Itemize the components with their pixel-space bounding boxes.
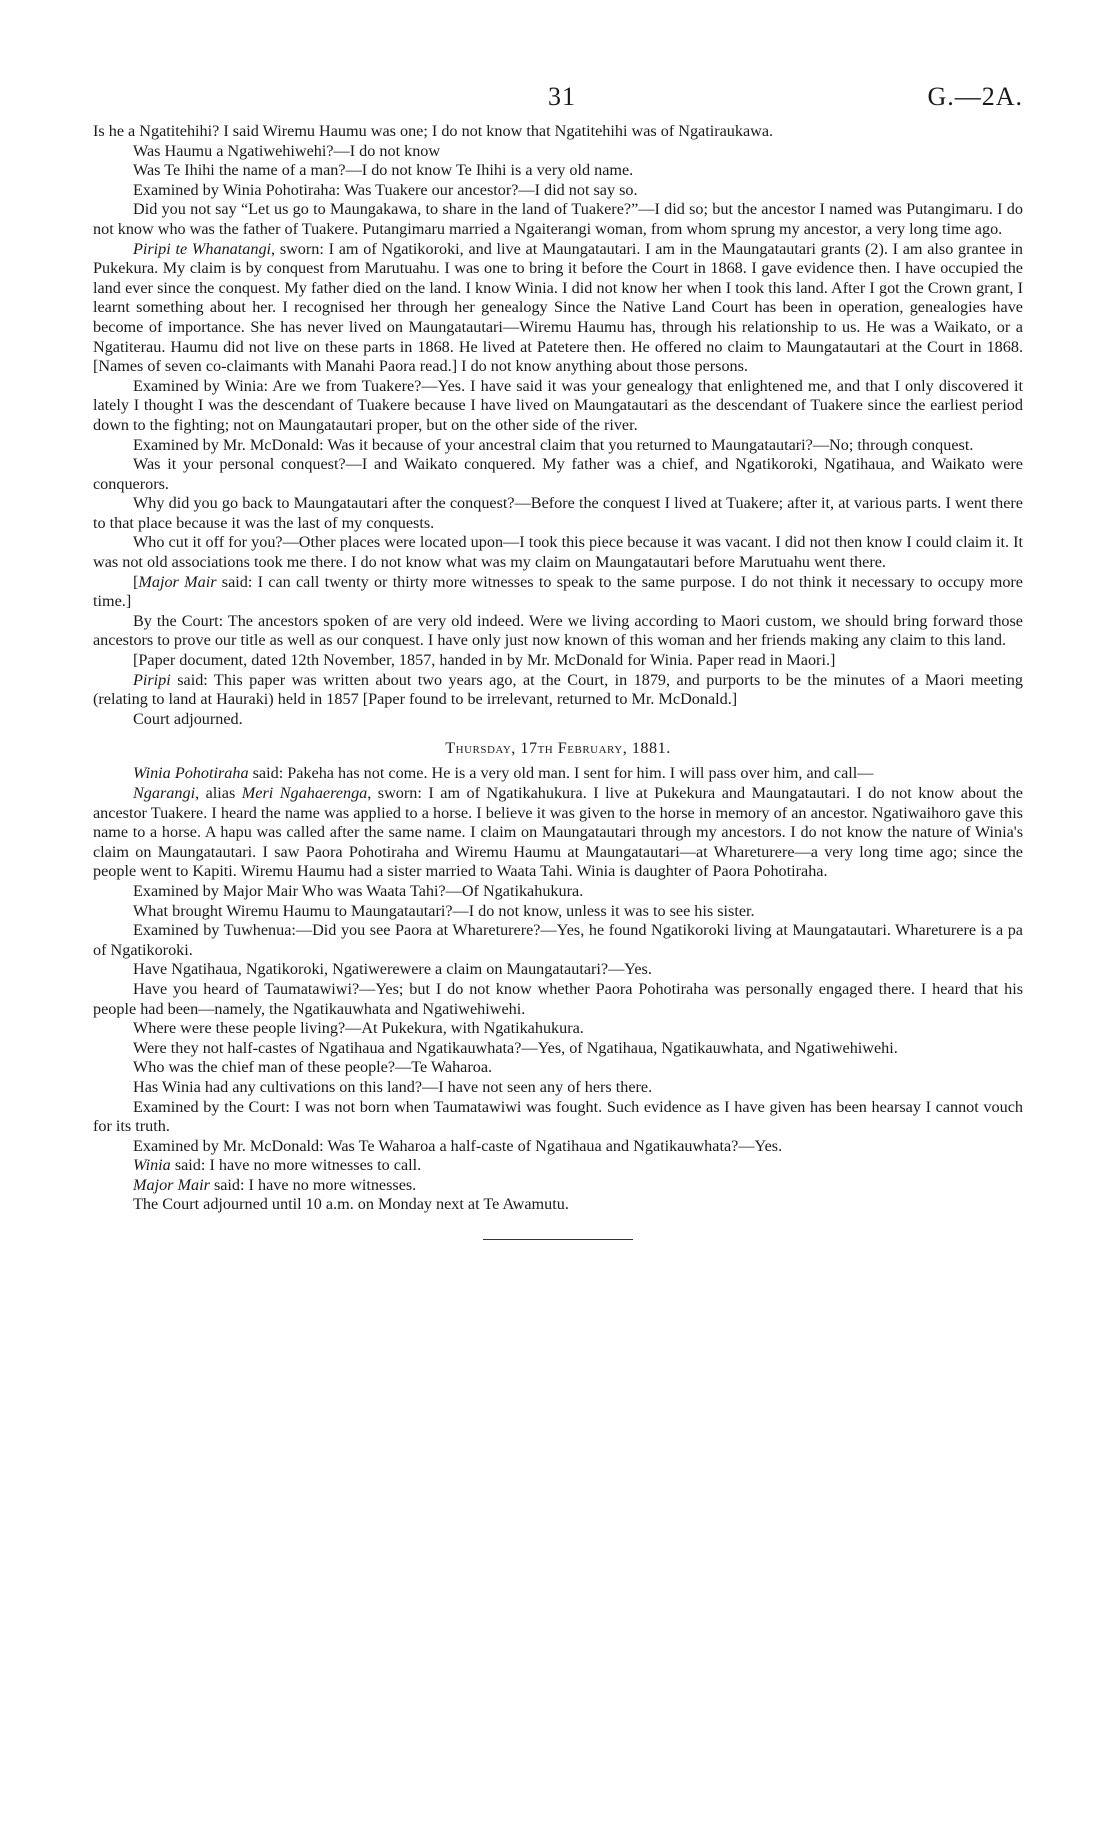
paragraph: [93, 377, 1023, 436]
paragraph: [93, 651, 1023, 671]
paragraph: [93, 142, 1023, 162]
paragraph: [93, 1058, 1023, 1078]
paragraph-text: said: This paper was written about two years ago, at the Court, in 1879, and purports to be the minutes of a Maori meeting (relating to land at Hauraki) held in 1857 [Paper found to be irrelevant, returned to Mr. McDonald.]: [93, 670, 1023, 709]
paragraph-text: Were they not half-castes of Ngatihaua and Ngatikauwhata?—Yes, of Ngatihaua, Ngatikauwhata, and Ngatiwehiwehi.: [133, 1038, 898, 1057]
document-page: [93, 82, 1023, 1240]
paragraph: [93, 533, 1023, 572]
paragraph: [93, 573, 1023, 612]
paragraph: [93, 980, 1023, 1019]
testimony-section-1: [93, 122, 1023, 729]
paragraph-text: Who was the chief man of these people?—Te Waharoa.: [133, 1058, 493, 1077]
paragraph-text: [: [133, 572, 139, 591]
paragraph-text: Did you not say “Let us go to Maungakawa, to share in the land of Tuakere?”—I did so; but the ancestor I named was Putangimaru. I do not know who was the father of Tuakere. Putangimaru married a Ngaiterangi woman, from whom sprung my ancestor, a very long time ago.: [93, 200, 1023, 238]
date-heading: Thursday, 17th February, 1881.: [445, 739, 671, 758]
paragraph-text: [Paper document, dated 12th November, 1857, handed in by Mr. McDonald for Winia. Paper read in Maori.]: [133, 651, 836, 670]
paragraph-text: Was Te Ihihi the name of a man?—I do not know Te Ihihi is a very old name.: [133, 161, 634, 180]
paragraph: [93, 455, 1023, 494]
paragraph-text: Why did you go back to Maungatautari after the conquest?—Before the conquest I lived at Tuakere; after it, at various parts. I went there to that place because it was the last of my conquests.: [93, 494, 1023, 532]
paragraph: [93, 494, 1023, 533]
speaker-name: Major Mair: [138, 572, 217, 591]
paragraph: [93, 784, 1023, 882]
paragraph-text: Who cut it off for you?—Other places were located upon—I took this piece because it was vacant. I did not then know I could claim it. It was not old associations took me there. I do not know what was my claim on Maungatautari before Marutuahu went there.: [93, 533, 1023, 572]
paragraph: [93, 902, 1023, 922]
paragraph: [93, 960, 1023, 980]
paragraph: [93, 122, 1023, 142]
paragraph-text: said: I can call twenty or thirty more witnesses to speak to the same purpose. I do not think it necessary to occupy more time.]: [93, 572, 1023, 611]
speaker-name: Meri Ngahaerenga: [241, 784, 368, 802]
paragraph: [93, 671, 1023, 710]
paragraph-text: Examined by the Court: I was not born when Taumatawiwi was fought. Such evidence as I have given has been hearsay I cannot vouch for its truth.: [93, 1097, 1023, 1136]
paragraph-text: Has Winia had any cultivations on this land?—I have not seen any of hers there.: [133, 1077, 653, 1096]
speaker-name: Ngarangi: [133, 784, 196, 802]
paragraph-text: Was it your personal conquest?—I and Waikato conquered. My father was a chief, and Ngatikoroki, Ngatihaua, and Waikato were conquerors.: [93, 455, 1023, 493]
testimony-section-2: [93, 764, 1023, 1215]
paragraph: [93, 764, 1023, 784]
paragraph-text: Have you heard of Taumatawiwi?—Yes; but I do not know whether Paora Pohotiraha was personally engaged there. I heard that his people had been—namely, the Ngatikauwhata and Ngatiwehiwehi.: [93, 979, 1023, 1018]
paragraph: [93, 161, 1023, 181]
paragraph-text: Is he a Ngatitehihi? I said Wiremu Haumu was one; I do not know that Ngatitehihi was of Ngatiraukawa.: [93, 122, 774, 140]
page-header: [93, 82, 1023, 122]
paragraph-text: The Court adjourned until 10 a.m. on Monday next at Te Awamutu.: [133, 1195, 569, 1214]
speaker-name: Winia Pohotiraha: [133, 764, 249, 783]
paragraph-text: , alias: [195, 784, 242, 802]
paragraph: [93, 181, 1023, 201]
paragraph-text: Examined by Tuwhenua:—Did you see Paora at Whareturere?—Yes, he found Ngatikoroki living at Maungatautari. Whareturere is a pa of Ngatikoroki.: [93, 921, 1023, 959]
paragraph-text: Examined by Winia Pohotiraha: Was Tuakere our ancestor?—I did not say so.: [133, 180, 638, 199]
speaker-name: Piripi te Whanatangi: [133, 239, 272, 258]
paragraph: [93, 921, 1023, 960]
paragraph: [93, 1019, 1023, 1039]
paragraph: [93, 1078, 1023, 1098]
paragraph: [93, 612, 1023, 651]
paragraph-text: Examined by Winia: Are we from Tuakere?—Yes. I have said it was your genealogy that enlightened me, and that I only discovered it lately I thought I was the descendant of Tuakere because I have lived on Maungatautari as the descendant of Tuakere since the earliest period down to the fighting; not on Maungatautari proper, but on the other side of the river.: [93, 376, 1023, 434]
speaker-name: Major Mair: [133, 1175, 210, 1194]
paragraph: [93, 240, 1023, 377]
paragraph: [93, 1156, 1023, 1176]
speaker-name: Piripi: [133, 670, 171, 689]
paragraph-text: What brought Wiremu Haumu to Maungatautari?—I do not know, unless it was to see his sister.: [133, 901, 755, 920]
paragraph-text: By the Court: The ancestors spoken of are very old indeed. Were we living according to Maori custom, we should bring forward those ancestors to prove our title as well as our conquest. I have only just now known of this woman and her friends making any claim to this land.: [93, 611, 1023, 650]
paragraph-text: Was Haumu a Ngatiwehiwehi?—I do not know: [133, 141, 441, 160]
paragraph-text: Court adjourned.: [133, 709, 243, 728]
paragraph-text: said: I have no more witnesses to call.: [170, 1156, 422, 1175]
paragraph-text: Examined by Mr. McDonald: Was it because of your ancestral claim that you returned to Maungatautari?—No; through conquest.: [133, 435, 974, 454]
paragraph: [93, 436, 1023, 456]
paragraph: [93, 1176, 1023, 1196]
paragraph: [93, 882, 1023, 902]
page-number: 31: [548, 82, 576, 111]
speaker-name: Winia: [133, 1156, 171, 1175]
paragraph: [93, 1137, 1023, 1157]
paragraph-text: Where were these people living?—At Pukekura, with Ngatikahukura.: [133, 1019, 584, 1038]
paragraph-text: Examined by Mr. McDonald: Was Te Waharoa a half-caste of Ngatihaua and Ngatikauwhata?—Yes.: [133, 1136, 783, 1155]
paragraph-text: said: I have no more witnesses.: [209, 1175, 417, 1194]
document-reference: G.—2A.: [927, 82, 1023, 111]
closing-rule: [483, 1239, 633, 1240]
paragraph: [93, 1195, 1023, 1215]
paragraph: [93, 1098, 1023, 1137]
paragraph-text: said: Pakeha has not come. He is a very old man. I sent for him. I will pass over him, and call—: [248, 764, 874, 783]
paragraph: [93, 200, 1023, 239]
paragraph: [93, 710, 1023, 730]
paragraph-text: Have Ngatihaua, Ngatikoroki, Ngatiwerewere a claim on Maungatautari?—Yes.: [133, 960, 652, 979]
paragraph-text: , sworn: I am of Ngatikoroki, and live at Maungatautari. I am in the Maungatautari grants (2). I am also grantee in Pukekura. My claim is by conquest from Marutuahu. I was one to bring it before the Court in 1868. I gave evidence then. I have occupied the land ever since the conquest. My father died on the land. I know Winia. I did not know her when I took this land. After I got the Crown grant, I learnt something about her. I recognised her through her genealogy Since the Native Land Court has been in operation, genealogies have become of importance. She has never lived on Maungatautari—Wiremu Haumu has, through his relationship to us. He was a Waikato, or a Ngatiterau. Haumu did not live on these parts in 1868. He lived at Patetere then. He offered no claim to Maungatautari at the Court in 1868. [Names of seven co-claimants with Manahi Paora read.] I do not know anything about those persons.: [93, 239, 1023, 376]
paragraph: [93, 1039, 1023, 1059]
paragraph-text: Examined by Major Mair Who was Waata Tahi?—Of Ngatikahukura.: [133, 881, 584, 900]
paragraph-text: , sworn: I am of Ngatikahukura. I live at Pukekura and Maungatautari. I do not know about the ancestor Tuakere. I heard the name was applied to a horse. I believe it was given to the horse in memory of an ancestor. Ngatiwaihoro gave this name to a horse. A hapu was called after the same name. I claim on Maungatautari through my ancestors. I do not know the nature of Winia's claim on Maungatautari. I saw Paora Pohotiraha and Wiremu Haumu at Maungatautari—at Whareturere—a very long time ago; since the people went to Kapiti. Wiremu Haumu had a sister married to Waata Tahi. Winia is daughter of Paora Pohotiraha.: [93, 784, 1023, 881]
